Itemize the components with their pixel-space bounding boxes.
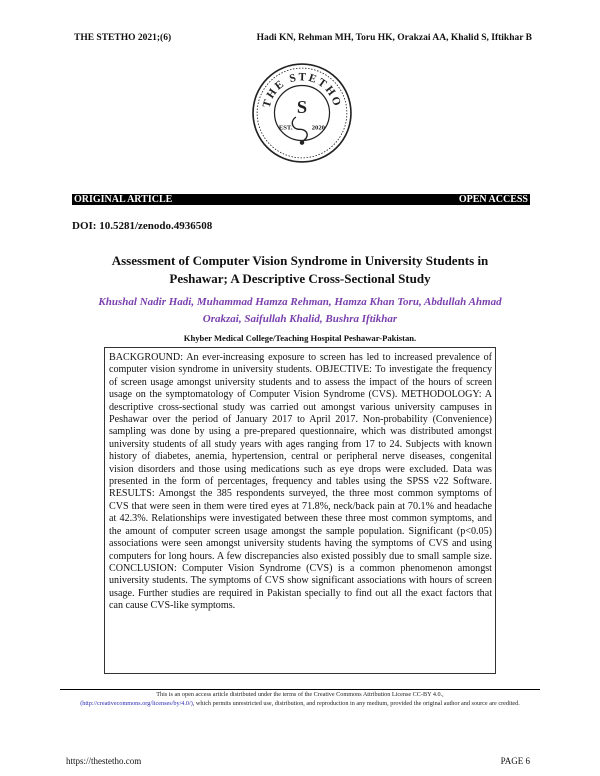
journal-url[interactable]: https://thestetho.com (66, 756, 142, 766)
article-title: Assessment of Computer Vision Syndrome in University Students in Peshawar; A Descriptive Cross-Sectional Study (111, 253, 489, 286)
article-type: ORIGINAL ARTICLE (74, 194, 173, 205)
doi: DOI: 10.5281/zenodo.4936508 (72, 220, 213, 232)
stethoscope-bell-icon (300, 140, 304, 144)
access-type: OPEN ACCESS (458, 194, 528, 205)
logo-monogram: S (296, 97, 308, 117)
running-header (74, 33, 532, 43)
running-authors: Hadi KN, Rehman MH, Toru HK, Orakzai AA, Khalid S, Iftikhar B (256, 33, 532, 43)
page-number: PAGE 6 (500, 756, 530, 766)
affiliation: Khyber Medical College/Teaching Hospital Peshawar-Pakistan. (183, 333, 417, 343)
journal-issue: THE STETHO 2021;(6) (74, 33, 172, 43)
article-type-bar (72, 194, 530, 205)
logo-arc-text: THE STETHO (260, 71, 344, 110)
logo-est: EST. (278, 124, 293, 132)
license-line2: , which permits unrestricted use, distribution, and reproduction in any medium, provided the original author and source are credited. (192, 699, 520, 707)
abstract-box: BACKGROUND: An ever-increasing exposure to screen has led to increased prevalence of computer vision syndrome in university students. OBJECTIVE: To investigate the frequency of screen usage amongst university students and to assess the impact of the hours of screen usage on the symptomatology of Computer Vision Syndrome (CVS). METHODOLOGY: A descriptive cross-sectional study was carried out amongst various university campuses in Peshawar over the period of January 2017 to April 2017. Non-probability (Convenience) sampling was done by using a pre-prepared questionnaire, which was distributed amongst university students of all study years with ages ranging from 17 to 24. Subjects with known history of diabetes, anemia, hypertension, central or peripheral nerve diseases, congenital vision disorders and those using medications such as eye drops were excluded. Data was presented in the form of percentages, frequency and tables using the SPSS v22 Software. RESULTS: Amongst the 385 respondents surveyed, the three most common symptoms of CVS that were seen in them were tired eyes at 71.8%, neck/back pain at 70.1% and headache at 42.3%. Relationships were investigated between these three most common symptoms, and the amount of computer screen usage amongst the sample population. Significant (p<0.05) associations were seen amongst university students having the symptoms of CVS and using computers for long hours. A few discrepancies also existed possibly due to small sample size. CONCLUSION: Computer Vision Syndrome (CVS) is a common phenomenon amongst university students. The symptoms of CVS show significant associations with hours of screen usage. Further studies are required in Pakistan specially to find out all the exact factors that can cause CVS-like symptoms. (104, 347, 496, 674)
license-notice (66, 691, 534, 708)
license-link[interactable]: (http://creativecommons.org/licenses/by/4.0/) (80, 699, 193, 707)
logo-year: 2020 (311, 124, 325, 132)
author-list: Khushal Nadir Hadi, Muhammad Hamza Rehman, Hamza Khan Toru, Abdullah Ahmad Orakzai, Saifullah Khalid, Bushra Iftikhar (98, 296, 502, 325)
journal-logo (251, 62, 353, 164)
footer-divider (60, 689, 540, 690)
license-line1: This is an open access article distributed under the terms of the Creative Commons Attribution License CC-BY 4.0., (156, 691, 444, 698)
stethoscope-icon (292, 117, 307, 141)
